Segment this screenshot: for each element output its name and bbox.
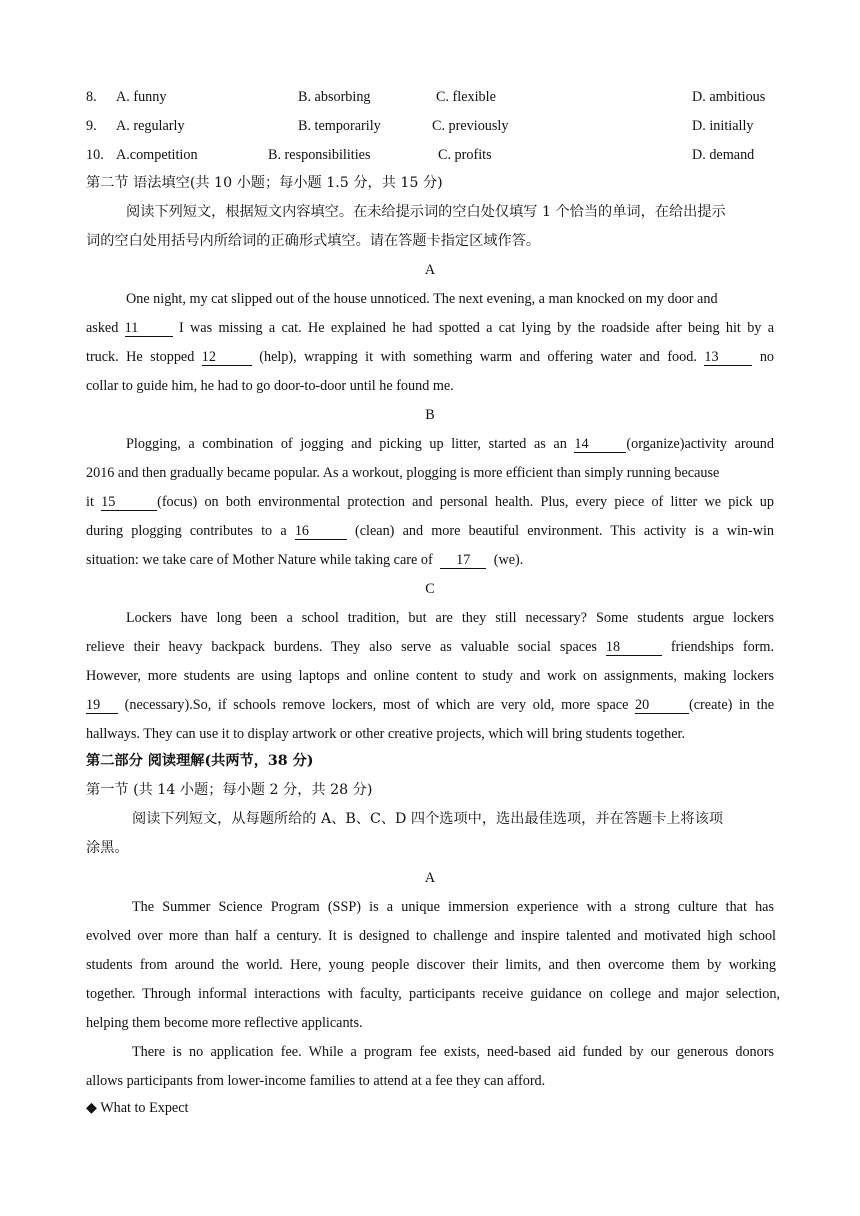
passage-line [86, 551, 523, 569]
text: truck. He stopped [86, 349, 195, 365]
bullet-text: What to Expect [100, 1100, 189, 1116]
passage-line: together. Through informal interactions with faculty, participants receive guidance on college and major selection, [86, 986, 780, 1002]
blank-19[interactable]: 19 [86, 698, 118, 714]
option-a: A. regularly [116, 118, 185, 134]
option-b: B. absorbing [298, 89, 371, 105]
option-b: B. responsibilities [268, 147, 371, 163]
bullet-heading [86, 1099, 188, 1117]
diamond-bullet-icon: ◆ [86, 1100, 97, 1116]
text: it [86, 494, 94, 510]
blank-14[interactable]: 14 [574, 437, 626, 453]
question-number: 8. [86, 89, 97, 105]
blank-18[interactable]: 18 [606, 640, 662, 656]
passage-line: hallways. They can use it to display artwork or other creative projects, which will bring students together. [86, 726, 686, 742]
option-c: C. profits [438, 147, 492, 163]
passage-line [86, 348, 774, 366]
passage-line: There is no application fee. While a program fee exists, need-based aid funded by our generous donors [132, 1044, 774, 1060]
blank-11[interactable]: 11 [125, 321, 173, 337]
text: no [759, 349, 775, 365]
instructions-line: 阅读下列短文，从每题所给的 A、B、C、D 四个选项中，选出最佳选项，并在答题卡上将该项 [132, 811, 724, 827]
passage-line [86, 319, 774, 337]
text: (create) in the [689, 697, 775, 713]
option-a: A. funny [116, 89, 167, 105]
passage-line [86, 638, 774, 656]
text: I was missing a cat. He explained he had spotted a cat lying by the roadside after being hit by a [179, 320, 775, 336]
passage-line: However, more students are using laptops and online content to study and work on assignments, making lockers [86, 668, 774, 684]
passage-label: B [425, 407, 435, 423]
passage-line: evolved over more than half a century. It is designed to challenge and inspire talented and motivated high school [86, 928, 776, 944]
passage-line [86, 522, 774, 540]
text: (we). [493, 552, 524, 568]
passage-label: C [425, 581, 435, 597]
option-b: B. temporarily [298, 118, 381, 134]
blank-15[interactable]: 15 [101, 495, 157, 511]
instructions-line: 词的空白处用括号内所给词的正确形式填空。请在答题卡指定区域作答。 [86, 233, 541, 249]
passage-line [86, 696, 774, 714]
blank-12[interactable]: 12 [202, 350, 252, 366]
passage-line [86, 493, 774, 511]
option-c: C. flexible [436, 89, 496, 105]
text: (help), wrapping it with something warm and offering water and food. [259, 349, 697, 365]
passage-line: collar to guide him, he had to go door-to-door until he found me. [86, 378, 454, 394]
option-a: A.competition [116, 147, 198, 163]
text: friendships form. [670, 639, 775, 655]
option-d: D. ambitious [692, 89, 766, 105]
blank-16[interactable]: 16 [295, 524, 347, 540]
passage-line [126, 435, 774, 453]
passage-label: A [424, 262, 436, 278]
instructions-line: 阅读下列短文，根据短文内容填空。在未给提示词的空白处仅填写 1 个恰当的单词，在给出提示 [126, 204, 726, 220]
text: situation: we take care of Mother Nature while taking care of [86, 552, 433, 568]
text: (necessary).So, if schools remove lockers, most of which are very old, more space [124, 697, 629, 713]
passage-label: A [424, 870, 436, 886]
part-heading: 第二部分 阅读理解(共两节，38 分) [86, 753, 314, 769]
question-number: 9. [86, 118, 97, 134]
passage-line: Lockers have long been a school tradition, but are they still necessary? Some students argue lockers [126, 610, 774, 626]
passage-line: The Summer Science Program (SSP) is a unique immersion experience with a strong culture that has [132, 899, 774, 915]
option-d: D. initially [692, 118, 754, 134]
text: (organize)activity around [626, 436, 774, 452]
passage-line: 2016 and then gradually became popular. As a workout, plogging is more efficient than simply running because [86, 465, 720, 481]
text: Plogging, a combination of jogging and picking up litter, started as an [126, 436, 567, 452]
instructions-line: 涂黑。 [86, 840, 129, 856]
section-heading: 第二节 语法填空(共 10 小题；每小题 1.5 分，共 15 分) [86, 175, 443, 191]
passage-line: students from around the world. Here, young people discover their limits, and then overcome them by working [86, 957, 776, 973]
blank-20[interactable]: 20 [635, 698, 689, 714]
passage-line: allows participants from lower-income families to attend at a fee they can afford. [86, 1073, 546, 1089]
question-number: 10. [86, 147, 104, 163]
passage-line: One night, my cat slipped out of the house unnoticed. The next evening, a man knocked on my door and [126, 291, 718, 307]
option-d: D. demand [692, 147, 755, 163]
text: during plogging contributes to a [86, 523, 287, 539]
section-heading: 第一节 (共 14 小题；每小题 2 分，共 28 分) [86, 782, 373, 798]
passage-line: helping them become more reflective applicants. [86, 1015, 363, 1031]
blank-13[interactable]: 13 [704, 350, 752, 366]
text: relieve their heavy backpack burdens. They also serve as valuable social spaces [86, 639, 597, 655]
option-c: C. previously [432, 118, 509, 134]
blank-17[interactable]: 17 [440, 553, 486, 569]
text: (focus) on both environmental protection and personal health. Plus, every piece of litter we pick up [157, 494, 774, 510]
text: (clean) and more beautiful environment. This activity is a win-win [355, 523, 774, 539]
text: asked [86, 320, 119, 336]
